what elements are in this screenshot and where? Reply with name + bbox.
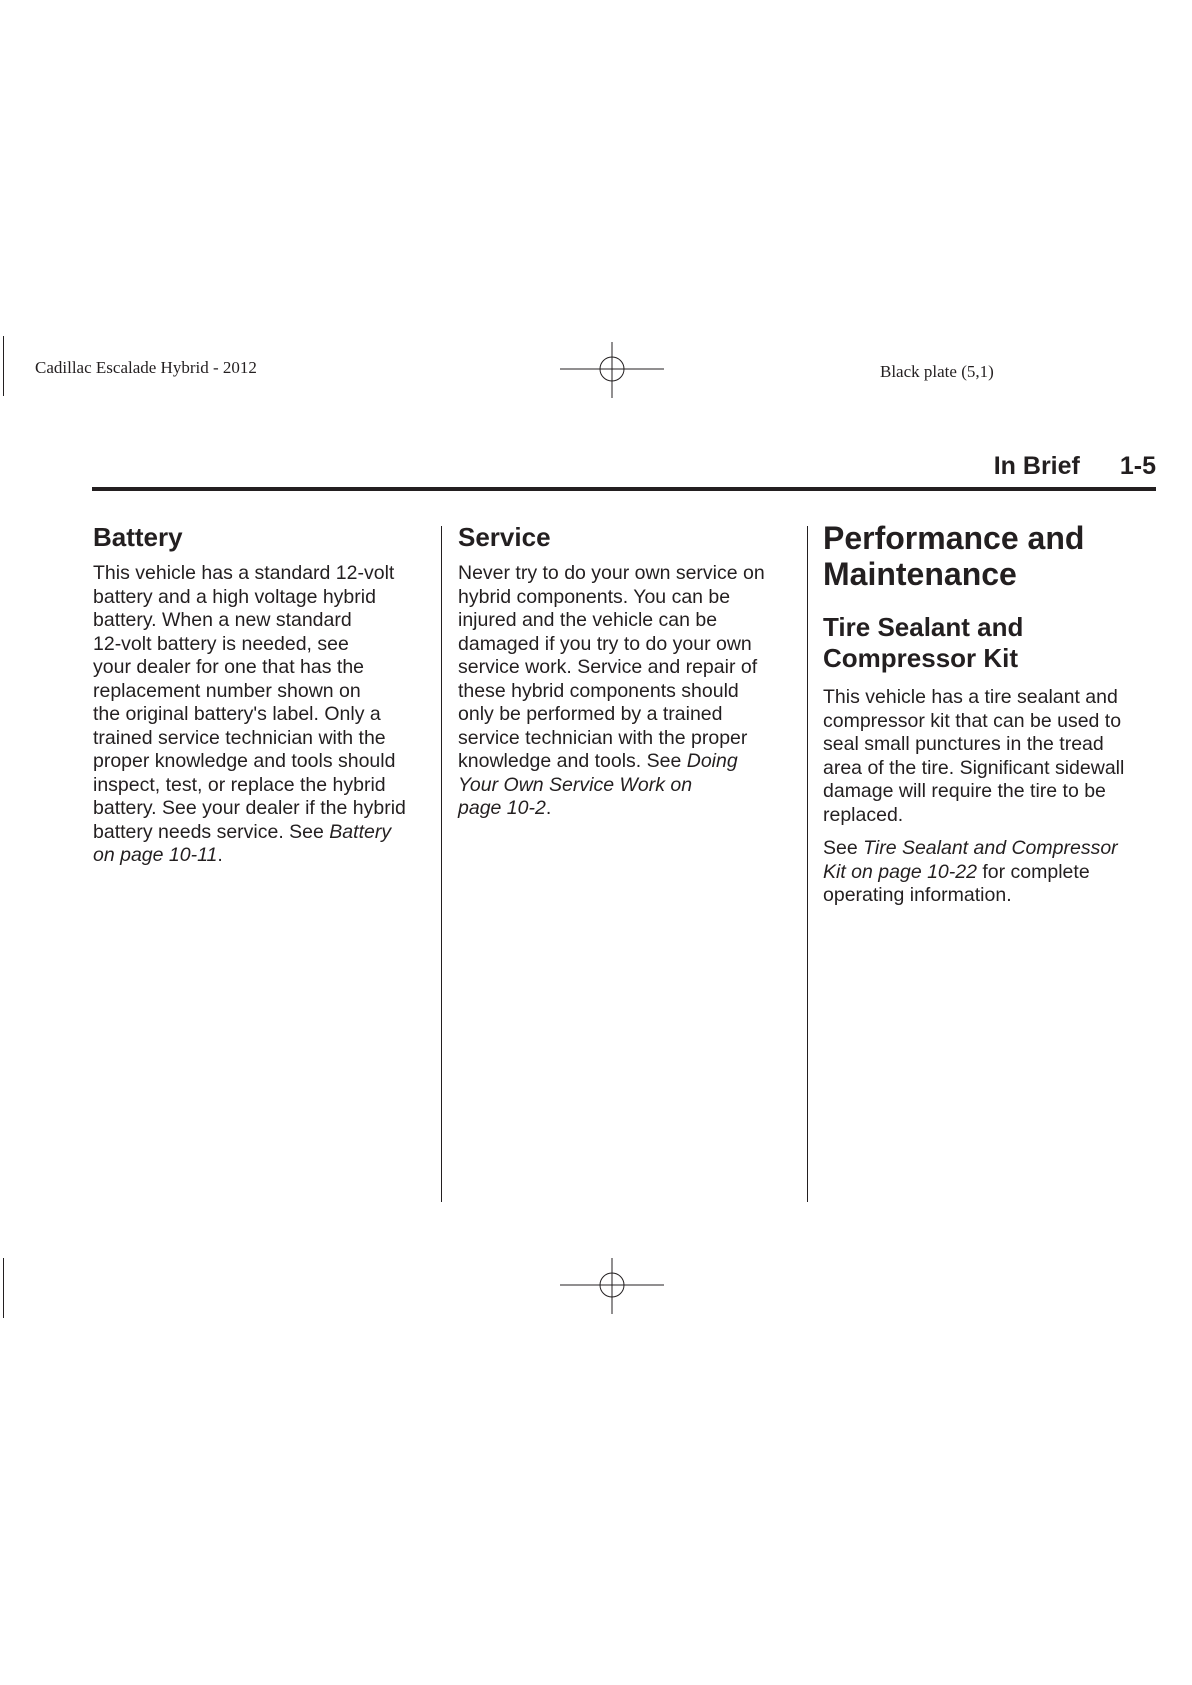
service-line: injured and the vehicle can be bbox=[458, 609, 718, 631]
registration-mark-bottom bbox=[560, 1258, 664, 1314]
column-divider-2 bbox=[807, 526, 808, 1202]
battery-line: battery. When a new standard bbox=[93, 609, 352, 631]
tire-sealant-ref-page[interactable]: Kit on page 10-22 bbox=[823, 860, 977, 883]
tire-sealant-ref-link[interactable]: Tire Sealant and Compressor bbox=[863, 837, 1118, 859]
battery-ref-link[interactable]: Battery bbox=[329, 820, 392, 843]
tire-sealant-line: compressor kit that can be used to bbox=[823, 709, 1122, 732]
crop-mark-bottom-left bbox=[3, 1258, 4, 1318]
service-section bbox=[458, 520, 794, 821]
running-header bbox=[92, 452, 1156, 484]
plate-left-text: Cadillac Escalade Hybrid - 2012 bbox=[35, 358, 257, 377]
tire-sealant-line: damage will require the tire to be bbox=[823, 780, 1106, 802]
tire-sealant-heading-line: Compressor Kit bbox=[823, 643, 1019, 673]
battery-line: battery. See your dealer if the hybrid bbox=[93, 797, 406, 819]
battery-line: trained service technician with the bbox=[93, 726, 386, 749]
performance-heading-line: Maintenance bbox=[823, 556, 1017, 592]
running-header-section: In Brief bbox=[993, 452, 1080, 480]
battery-line: the original battery's label. Only a bbox=[93, 703, 381, 725]
battery-line: battery and a high voltage hybrid bbox=[93, 585, 376, 608]
tire-sealant-line: seal small punctures in the tread bbox=[823, 733, 1104, 755]
registration-mark-top bbox=[560, 342, 664, 398]
tire-sealant-heading-line: Tire Sealant and bbox=[823, 612, 1024, 642]
service-heading: Service bbox=[458, 522, 551, 552]
service-ref-page[interactable]: page 10-2 bbox=[458, 797, 546, 819]
tire-sealant-line: This vehicle has a tire sealant and bbox=[823, 686, 1118, 708]
battery-end: . bbox=[217, 844, 223, 866]
tire-sealant-line: area of the tire. Significant sidewall bbox=[823, 756, 1125, 779]
service-line: these hybrid components should bbox=[458, 679, 739, 702]
service-paragraph bbox=[458, 562, 794, 821]
service-line: damaged if you try to do your own bbox=[458, 632, 752, 655]
crop-mark-top-left bbox=[3, 336, 4, 396]
service-line: hybrid components. You can be bbox=[458, 585, 731, 608]
battery-line: inspect, test, or replace the hybrid bbox=[93, 773, 386, 796]
battery-line: replacement number shown on bbox=[93, 679, 361, 702]
service-ref-link[interactable]: Your Own Service Work on bbox=[458, 773, 693, 796]
header-rule bbox=[92, 487, 1156, 491]
service-line: Never try to do your own service on bbox=[458, 562, 765, 584]
performance-section bbox=[823, 520, 1163, 908]
tire-sealant-ref-mid: for complete bbox=[976, 860, 1090, 883]
battery-heading: Battery bbox=[93, 522, 183, 552]
battery-line: your dealer for one that has the bbox=[93, 656, 365, 678]
battery-section bbox=[93, 520, 433, 868]
battery-line: 12-volt battery is needed, see bbox=[93, 632, 349, 655]
service-ref-link[interactable]: Doing bbox=[686, 750, 738, 772]
service-line: service technician with the proper bbox=[458, 726, 748, 749]
battery-ref-page[interactable]: on page 10-11 bbox=[93, 844, 218, 866]
battery-paragraph bbox=[93, 562, 433, 868]
tire-sealant-reference-paragraph bbox=[823, 837, 1163, 908]
service-line: only be performed by a trained bbox=[458, 703, 723, 725]
battery-line: proper knowledge and tools should bbox=[93, 750, 396, 772]
tire-sealant-ref-pre: See bbox=[823, 837, 864, 859]
tire-sealant-paragraph bbox=[823, 686, 1163, 827]
battery-line: battery needs service. See bbox=[93, 820, 330, 843]
service-end: . bbox=[545, 797, 552, 819]
page-number: 1-5 bbox=[1119, 452, 1156, 480]
battery-line: This vehicle has a standard 12-volt bbox=[93, 562, 395, 584]
tire-sealant-heading bbox=[823, 612, 1163, 674]
performance-heading-line: Performance and bbox=[823, 520, 1085, 556]
tire-sealant-line: replaced. bbox=[823, 803, 904, 826]
performance-heading bbox=[823, 520, 1163, 592]
plate-right-text: Black plate (5,1) bbox=[880, 362, 994, 381]
service-line: service work. Service and repair of bbox=[458, 656, 758, 678]
service-line: knowledge and tools. See bbox=[458, 750, 687, 772]
column-divider-1 bbox=[441, 526, 442, 1202]
tire-sealant-ref-end: operating information. bbox=[823, 884, 1012, 906]
